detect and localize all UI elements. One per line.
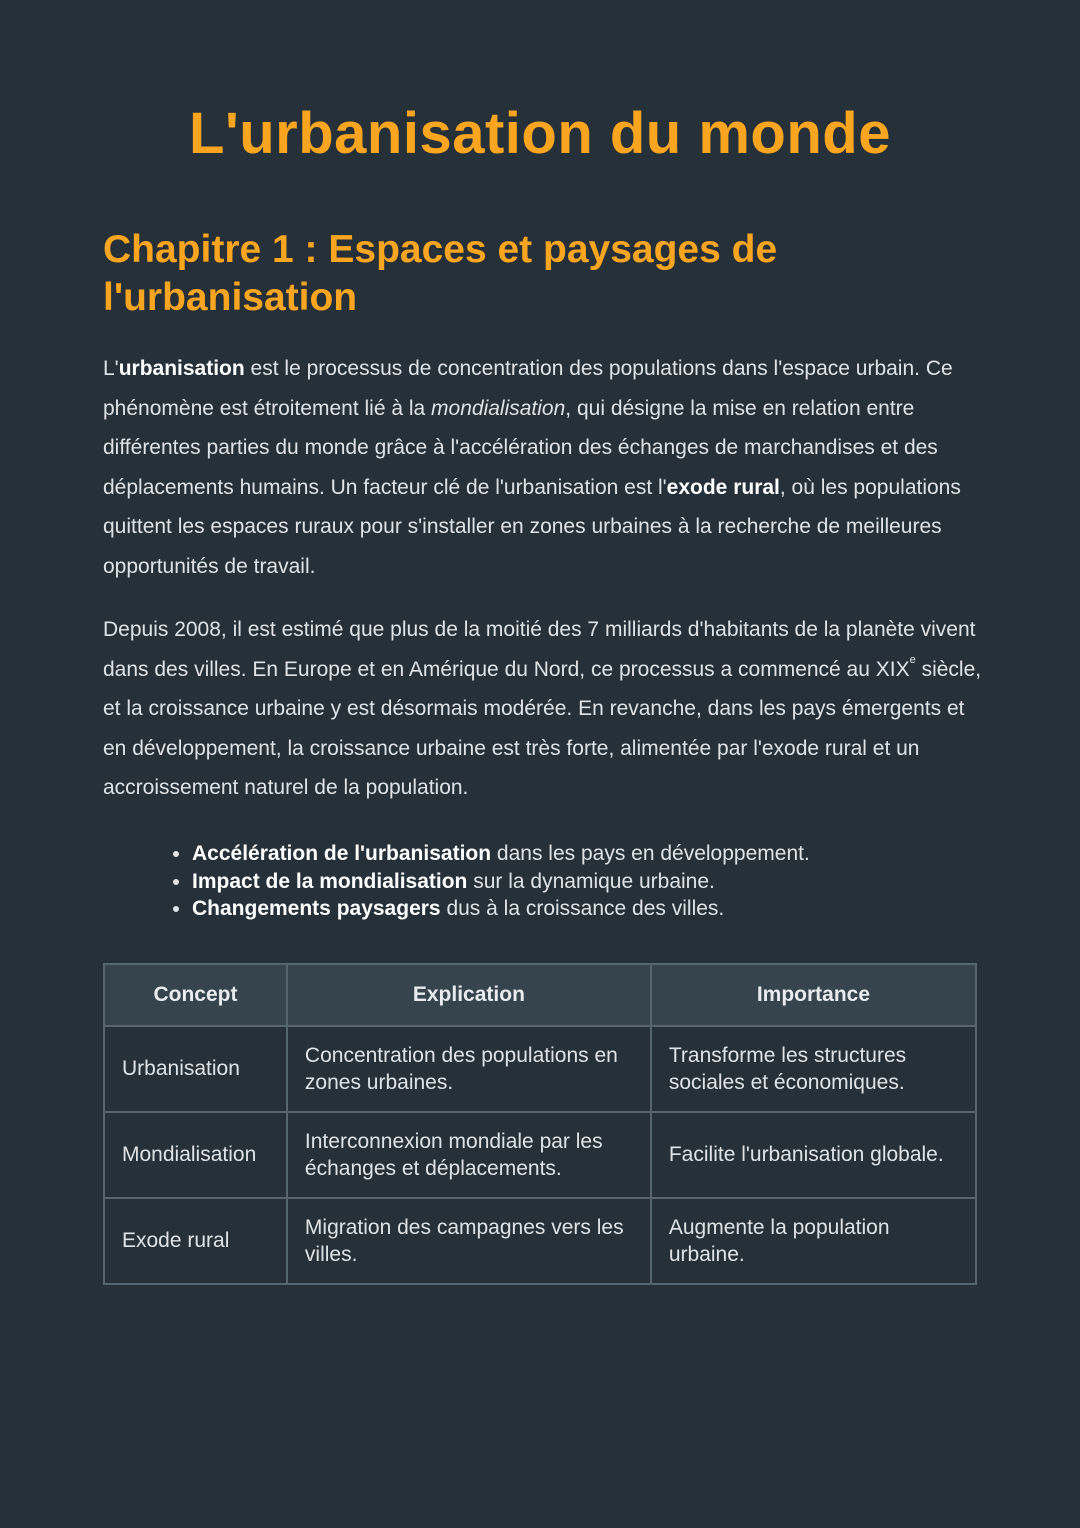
text: , qui désigne la mise en relation entre différentes parties du monde grâce à l'accélération des échanges de marchandises et des déplacements humains. Un facteur clé de l'urbanisation est l' [103, 396, 938, 499]
bullet-bold: Impact de la mondialisation [192, 869, 468, 893]
term-exode-rural: exode rural [666, 475, 780, 499]
intro-paragraph [103, 349, 983, 586]
table-cell: Exode rural [104, 1198, 287, 1284]
text: Depuis 2008, il est estimé que plus de la moitié des 7 milliards d'habitants de la planète vivent dans des villes. En Europe et en Amérique du Nord, ce processus a commencé au XIX [103, 618, 976, 681]
table-cell: Concentration des populations en zones urbaines. [287, 1026, 651, 1112]
table-cell: Urbanisation [104, 1026, 287, 1112]
column-header: Importance [651, 964, 976, 1026]
column-header: Concept [104, 964, 287, 1026]
context-paragraph [103, 610, 983, 808]
bullet-list [148, 840, 810, 923]
bullet-bold: Changements paysagers [192, 897, 441, 920]
table-cell: Facilite l'urbanisation globale. [651, 1112, 976, 1198]
bullet-text: dus à la croissance des villes. [440, 897, 725, 920]
table-row [104, 1198, 976, 1284]
text: siècle, et la croissance urbaine y est désormais modérée. En revanche, dans les pays émergents et en développement, la croissance urbaine est très forte, alimentée par l'exode rural et un accroissement naturel de la population. [103, 657, 982, 799]
concepts-table [103, 963, 977, 1285]
term-urbanisation: urbanisation [118, 357, 245, 380]
bullet-text: dans les pays en développement. [491, 842, 810, 865]
table-cell: Mondialisation [104, 1112, 287, 1198]
table-header-row [104, 964, 976, 1026]
bullet-text: sur la dynamique urbaine. [467, 869, 715, 893]
list-item [192, 895, 810, 923]
superscript: e [909, 653, 916, 666]
table-row [104, 1112, 976, 1198]
text: est le processus de concentration des populations dans l'espace urbain. Ce phénomène est étroitement lié à la [103, 357, 953, 420]
table-cell: Interconnexion mondiale par les échanges et déplacements. [287, 1112, 651, 1198]
table-cell: Transforme les structures sociales et économiques. [651, 1026, 976, 1112]
table-row [104, 1026, 976, 1112]
table-cell: Migration des campagnes vers les villes. [287, 1198, 651, 1284]
text: L' [103, 357, 119, 380]
page-title: L'urbanisation du monde [189, 101, 891, 166]
bullet-bold: Accélération de l'urbanisation [192, 842, 492, 865]
table-cell: Augmente la population urbaine. [651, 1198, 976, 1284]
chapter-heading: Chapitre 1 : Espaces et paysages de l'urbanisation [103, 228, 778, 319]
column-header: Explication [287, 964, 651, 1026]
term-mondialisation: mondialisation [431, 396, 566, 420]
list-item [192, 868, 810, 896]
text: , où les populations quittent les espaces ruraux pour s'installer en zones urbaines à la recherche de meilleures opportunités de travail. [103, 475, 961, 578]
list-item [192, 840, 810, 868]
